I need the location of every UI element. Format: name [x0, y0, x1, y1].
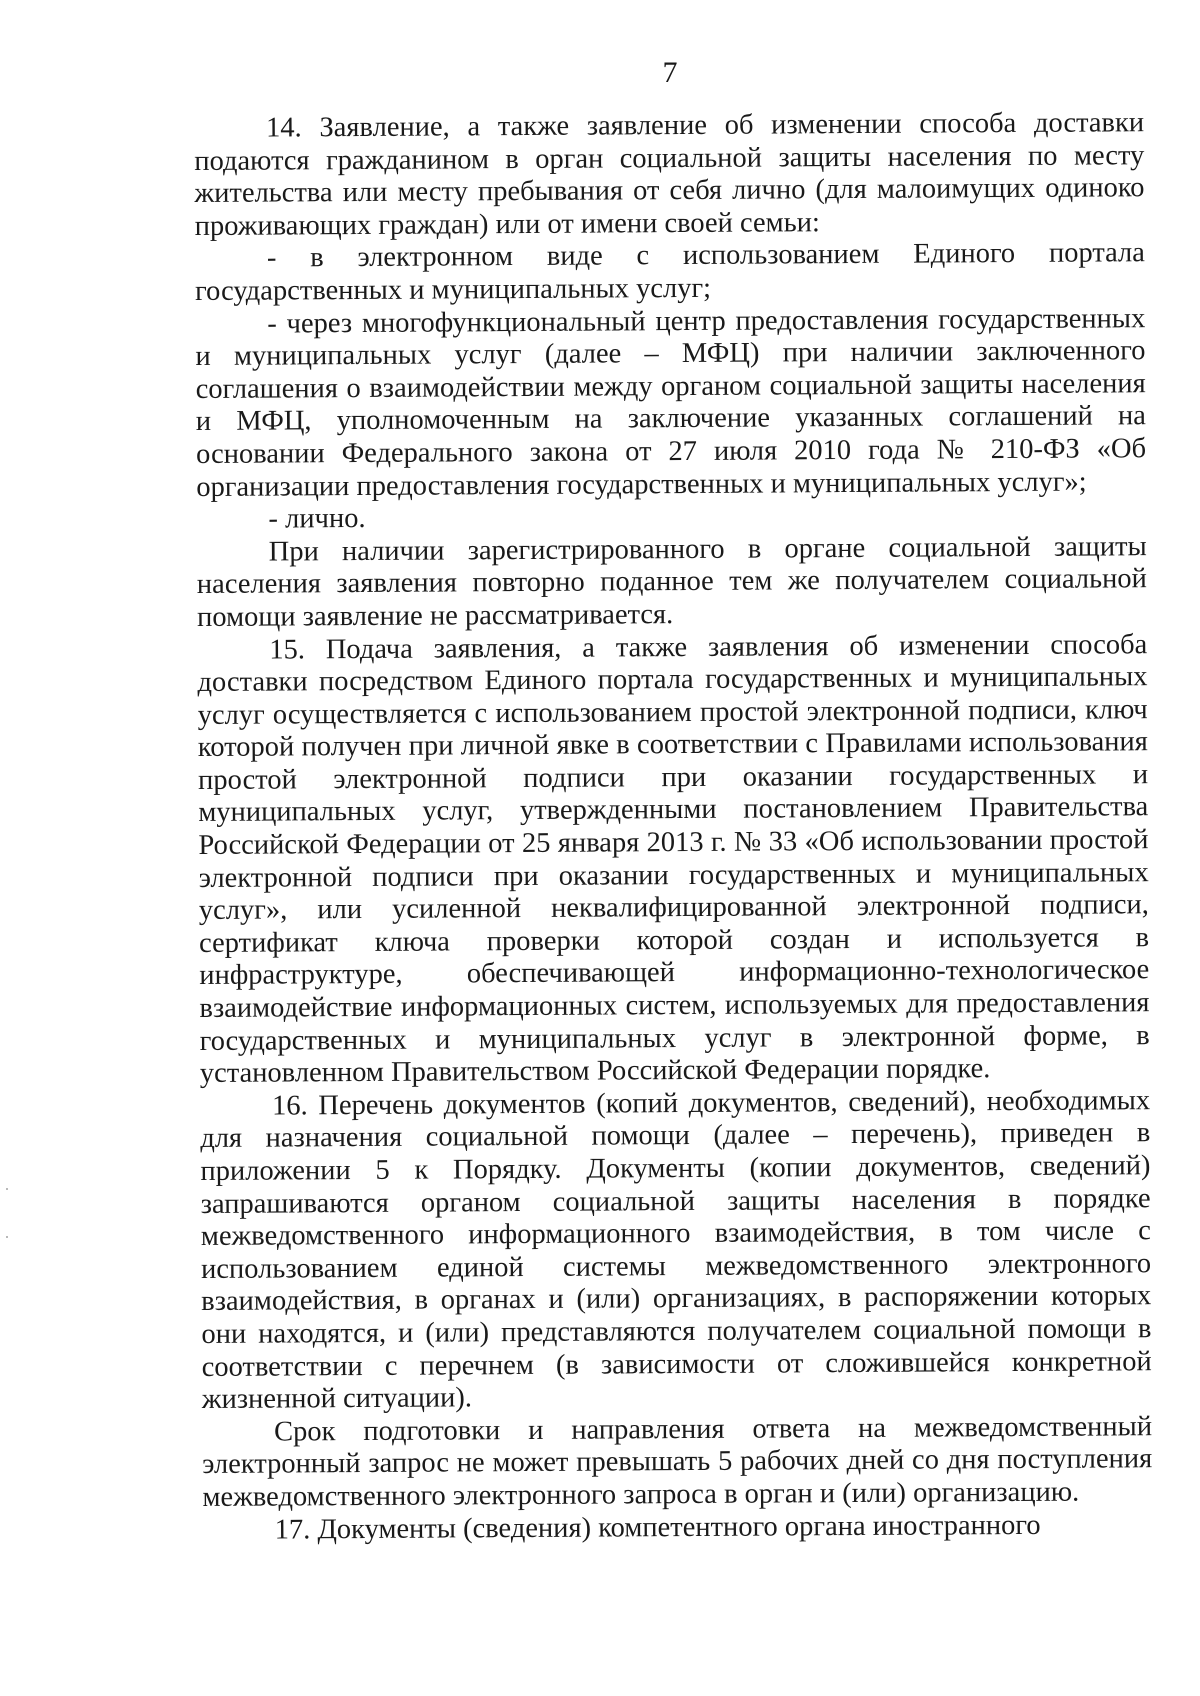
- list-item-electronic: - в электронном виде с использованием Единого портала государственных и муниципальных услуг;: [194, 237, 1145, 307]
- paragraph-14: 14. Заявление, а также заявление об изменении способа доставки подаются гражданином в орган социальной защиты населения по месту жительства или месту пребывания от себя лично (для малоимущих одиноко проживающих граждан) или от имени своей семьи:: [194, 107, 1145, 242]
- paragraph-16: 16. Перечень документов (копий документов, сведений), необходимых для назначения социальной помощи (далее – перечень), приведен в приложении 5 к Порядку. Документы (копии документов, сведений) запрашиваются органом социальной защиты населения в порядке межведомственного информационного взаимодействия, в том числе с использованием единой системы межведомственного электронного взаимодействия, в органах и (или) организациях, в распоряжении которых они находятся, и (или) представляются получателем социальной помощи в соответствии с перечнем (в зависимости от сложившейся конкретной жизненной ситуации).: [200, 1084, 1152, 1416]
- paragraph-repeat-application: При наличии зарегистрированного в органе социальной защиты населения заявления повторно поданное тем же получателем социальной помощи заявление не рассматривается.: [196, 530, 1147, 633]
- scan-speck: [6, 1236, 8, 1238]
- document-body: [194, 107, 1153, 1547]
- list-item-personally: - лично.: [268, 503, 366, 535]
- list-item-mfc: - через многофункциональный центр предоставления государственных и муниципальных услуг (далее – МФЦ) при наличии заключенного соглашения о взаимодействии между органом социальной защиты населения и МФЦ, уполномоченным на заключение указанных соглашений на основании Федерального закона от 27 июля 2010 года № 210-ФЗ «Об организации предоставления государственных и муниципальных услуг»;: [195, 302, 1147, 503]
- page-number: 7: [662, 56, 678, 89]
- scan-speck: [6, 1188, 8, 1190]
- paragraph-request-deadline: Срок подготовки и направления ответа на межведомственный электронный запрос не может превышать 5 рабочих дней со дня поступления межведомственного электронного запроса в орган и (или) организацию.: [202, 1410, 1153, 1513]
- paragraph-15: 15. Подача заявления, а также заявления об изменении способа доставки посредством Единого портала государственных и муниципальных услуг осуществляется с использованием простой электронной подписи, ключ которой получен при личной явке в соответствии с Правилами использования простой электронной подписи при оказании государственных и муниципальных услуг, утвержденными постановлением Правительства Российской Федерации от 25 января 2013 г. № 33 «Об использовании простой электронной подписи при оказании государственных и муниципальных услуг», или усиленной неквалифицированной электронной подписи, сертификат ключа проверки которой создан и используется в инфраструктуре, обеспечивающей информационно-технологическое взаимодействие информационных систем, используемых для предоставления государственных и муниципальных услуг в электронной форме, в установленном Правительством Российской Федерации порядке.: [197, 628, 1150, 1090]
- paragraph-17: 17. Документы (сведения) компетентного органа иностранного: [274, 1509, 1041, 1546]
